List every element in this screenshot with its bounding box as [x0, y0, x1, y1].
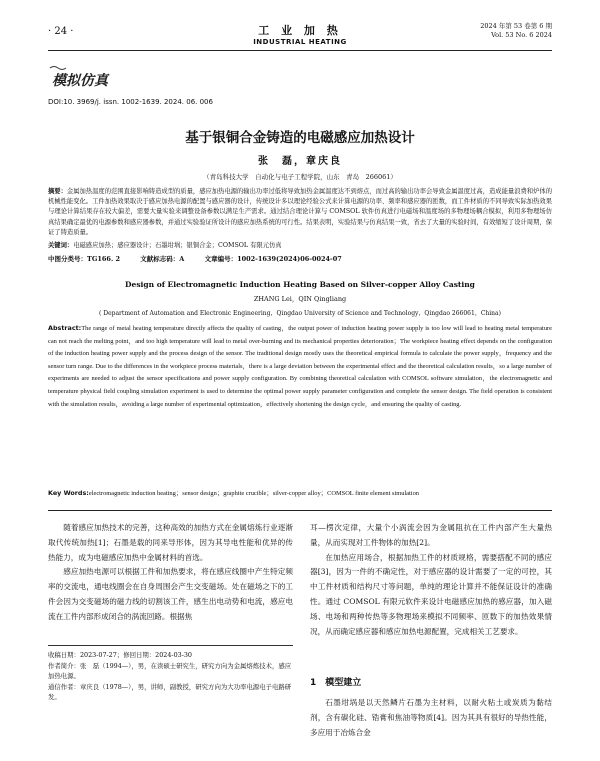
- section-heading: 1 模型建立: [310, 678, 362, 688]
- paper-title: 基于银铜合金铸造的电磁感应加热设计: [185, 130, 415, 146]
- abstract-cn-label: 摘要：: [48, 188, 67, 195]
- issue-info: [480, 22, 552, 40]
- authors: 张 磊，章庆良: [258, 156, 342, 167]
- body-left-column: [48, 521, 293, 625]
- keywords-cn-label: 关键词：: [48, 242, 74, 249]
- footnote-author: 作者简介：张 磊（1994—），男，在读硕士研究生，研究方向为金属熔炼技术，感应加热电源。: [48, 661, 292, 680]
- abstract-cn: [48, 187, 552, 238]
- badge-text: 模拟仿真: [52, 73, 108, 89]
- abstract-en-text: The range of metal heating temperature directly affects the quality of casting，the output power of induction heating power supply is too low will lead to heating metal temperature can not reach the melting point，and too high temperature will lead to metal over-burning and its mechanical properties deterioration；The workpiece heating effect depends on the configuration of the induction heating power supply and the process design of the sensor. The traditional design mostly uses the theoretical empirical formula to calculate the power supply，frequency and the sensor turn range. Due to the differences in the workpiece process materials，there is a large deviation between the experimental effect and the theoretical calculation results，so a large number of experiments are needed to adjust the sensor specifications and power supply configuration. By combining theoretical calculation with COMSOL software simulation，the electromagnetic and temperature physical field coupling simulation experiment is used to determine the optimal power supply parameter configuration and complete the sensor design. The field operation is consistent with the simulation results，avoiding a large number of experimental optimization，effectively shortening the design cycle，and ensuring the quality of casting.: [48, 325, 552, 408]
- authors-en: ZHANG Lei，QIN Qingliang: [253, 295, 347, 303]
- issue-en: Vol. 53 No. 6 2024: [491, 31, 552, 39]
- affiliation-en: ( Department of Automation and Electronic Engineering，Qingdao University of Science and Technology，Qingdao 266061，China): [99, 310, 501, 317]
- journal-title-en: INDUSTRIAL HEATING: [253, 38, 347, 46]
- keywords-en-label: Key Words:: [48, 489, 89, 497]
- affiliation: （青岛科技大学 自动化与电子工程学院，山东 青岛 266061）: [203, 173, 397, 181]
- article-id: 文章编号：1002-1639(2024)06-0024-07: [204, 255, 342, 263]
- footnote-corresponding: 通信作者：章庆良（1978—），男，讲师，副教授，研究方向为大功率电源电子电路研发。: [48, 682, 292, 701]
- page-number: · 24 ·: [48, 26, 74, 37]
- keywords-cn-text: 电磁感应加热；感应器设计；石墨坩埚；银铜合金；COMSOL 有限元仿真: [73, 242, 282, 249]
- body-right-column: [310, 521, 552, 639]
- doi: DOI:10. 3969/j. issn. 1002-1639. 2024. 06. 006: [48, 98, 213, 106]
- body-paragraph: 耳—楞次定律，大量个小涡流会因为金属阻抗在工件内部产生大量热量，从而实现对工件物体的加热[2]。: [310, 523, 552, 547]
- body-paragraph: 在加热应用场合，根据加热工件的材质规格，需要搭配不同的感应器[3]，因为一件的不确定性，对于感应器的设计需要了一定的可控，其中工件材质和结构尺寸等问题，单纯的理论计算并不能保证设计的准确性。通过 COMSOL 有限元软件来设计电磁感应加热的感应器，加入磁场、电场和两种传热等多物理场来模拟不同频率、匝数下的加热效果情况，从而确定感应器和感应加热电源配置，完成相关工艺要求。: [310, 552, 552, 636]
- header-rule: [48, 50, 552, 51]
- section-paragraph: 石墨坩埚是以天然鳞片石墨为主材料，以耐火粘土或炭质为黏结剂，含有碳化硅、锆膏和焦油等物质[4]。因为其具有很好的导热性能，多应用于冶炼合金: [310, 698, 552, 737]
- title-en: Design of Electromagnetic Induction Heating Based on Silver-copper Alloy Casting: [125, 280, 475, 289]
- issue-cn: 2024 年第 53 卷第 6 期: [480, 22, 552, 30]
- keywords-cn: [48, 241, 552, 251]
- abstract-en: [48, 322, 552, 411]
- doc-code: 文献标志码：A: [140, 255, 185, 263]
- footnote-rule: [48, 645, 293, 646]
- section-body: [310, 696, 552, 740]
- footnotes: [48, 650, 293, 703]
- body-paragraph: 随着感应加热技术的完善，这种高效的加热方式在金属熔炼行业逐渐取代传统加热[1]；石墨是载的同来导形体，因为其导电性能和优异的传热能力，成为电磁感应加热中金属材料的首选。: [48, 523, 293, 562]
- badge-ornament-icon: [48, 64, 118, 90]
- classification-row: [48, 254, 360, 263]
- abstract-cn-text: 金属加热温度的范围直接影响铸造成型的质量，感应加热电源的输出功率过低将导致加热金属温度达不到熔点，而过高的输出功率会导致金属温度过高，造成能量浪费和炉体的机械性能变化。工件加热效果取决于感应加热电源的配置与感应器的设计，传统设计多以理论经验公式来计算电源的功率、频率和感应器的匝数，而工件材质的不同导致实际加热效果与理论计算结果存在较大偏差，需要大量实验来调整设备参数以满足生产需求。通过结合理论计算与 COMSOL 软件仿真进行电磁场和温度场的多物理场耦合模拟，利用多物理场仿真结果确定最优的电源参数和感应器参数，并通过实验验证所设计的感应加热系统的可行性。结果表明，实验结果与仿真结果一致，省去了大量的实验时间，有效缩短了设计周期，保证了铸造质量。: [48, 188, 553, 236]
- section-badge-logo: [48, 64, 118, 90]
- clc-number: 中图分类号：TG166. 2: [48, 255, 121, 263]
- footnote-received: 收稿日期：2023-07-27；修回日期：2024-03-30: [48, 651, 192, 659]
- abstract-en-label: Abstract:: [48, 324, 82, 332]
- journal-title-cn: 工 业 加 热: [258, 24, 342, 37]
- body-paragraph: 感应加热电源可以根据工件和加热要求，将在感应线圈中产生特定频率的交流电，通电线圈会在自身周围会产生交变磁场。处在磁场之下的工件会因为交变磁场的磁力线的切割该工件，感生出电动势和电流，感应电流在工件内部形成闭合的涡流回路。根据焦: [48, 567, 293, 621]
- abstract-rule: [48, 510, 552, 511]
- keywords-en-text: electromagnetic induction heating；sensor design；graphite crucible；silver-copper alloy；COMSOL finite element simulation: [88, 490, 419, 497]
- keywords-en: [48, 488, 552, 499]
